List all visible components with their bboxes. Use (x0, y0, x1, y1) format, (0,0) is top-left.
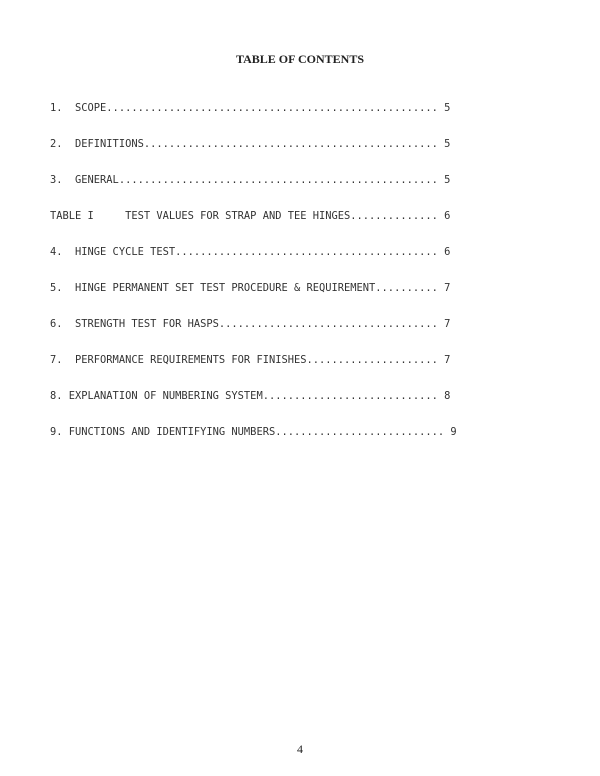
toc-entry-performance-requirements: 7. PERFORMANCE REQUIREMENTS FOR FINISHES..................... 7 (50, 354, 451, 366)
toc-entry-strength-test-hasps: 6. STRENGTH TEST FOR HASPS................................... 7 (50, 318, 451, 330)
page-number: 4 (297, 742, 303, 756)
toc-entry-hinge-cycle-test: 4. HINGE CYCLE TEST.......................................... 6 (50, 246, 451, 258)
toc-entry-hinge-permanent-set-test: 5. HINGE PERMANENT SET TEST PROCEDURE & REQUIREMENT.......... 7 (50, 282, 451, 294)
toc-entry-functions-identifying-numbers: 9. FUNCTIONS AND IDENTIFYING NUMBERS........................... 9 (50, 426, 457, 438)
table-of-contents (50, 101, 500, 461)
page-title: TABLE OF CONTENTS (235, 52, 365, 66)
toc-entry-general: 3. GENERAL................................................... 5 (50, 174, 451, 186)
toc-entry-numbering-system: 8. EXPLANATION OF NUMBERING SYSTEM............................ 8 (50, 390, 451, 402)
toc-entry-definitions: 2. DEFINITIONS............................................... 5 (50, 138, 451, 150)
toc-entry-scope: 1. SCOPE..................................................... 5 (50, 102, 451, 114)
toc-entry-table-i: TABLE I TEST VALUES FOR STRAP AND TEE HINGES.............. 6 (50, 210, 451, 222)
